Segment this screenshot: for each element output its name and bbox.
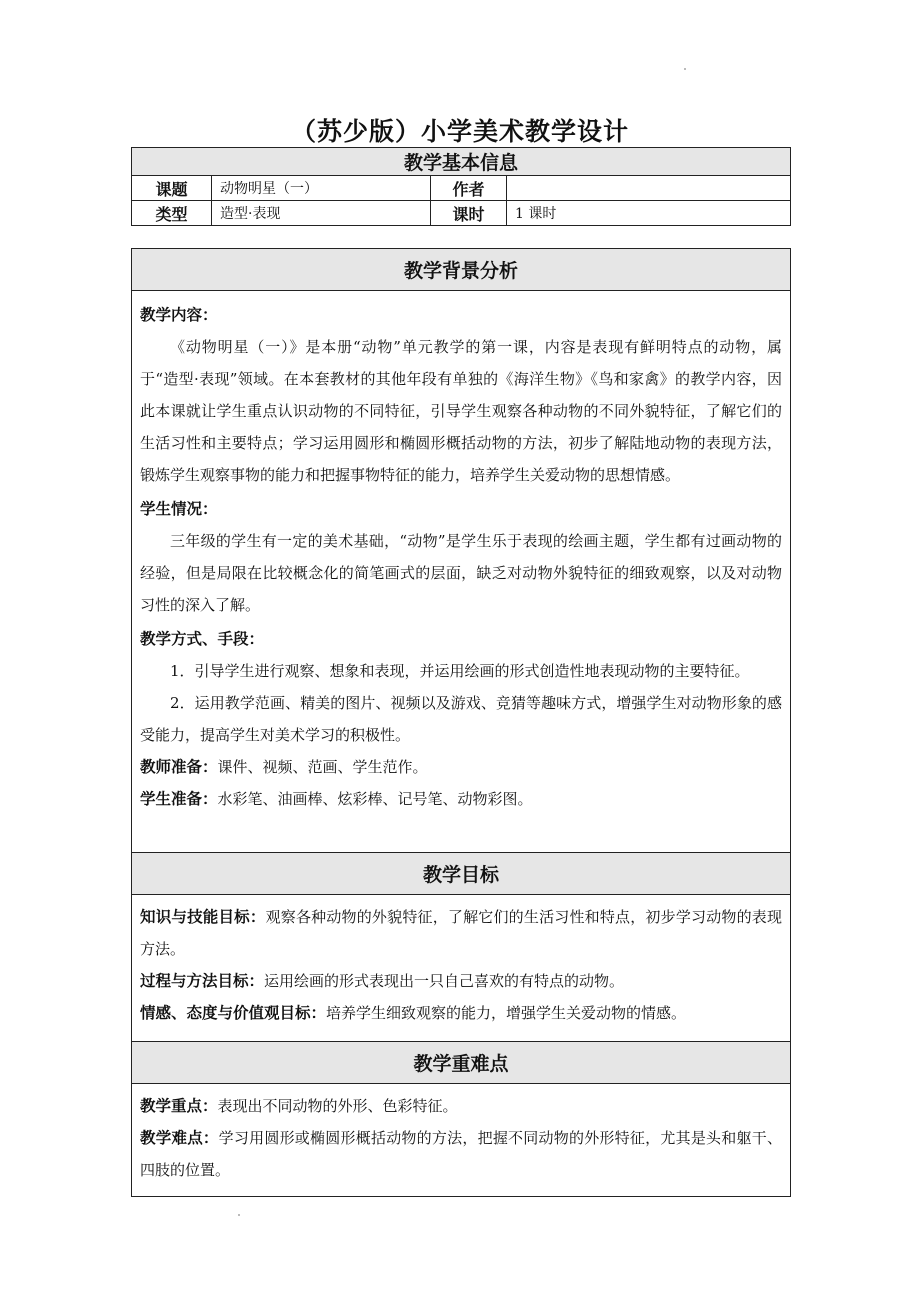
methods-label: 教学方式、手段： (140, 630, 265, 648)
key-point-text: 表现出不同动物的外形、色彩特征。 (217, 1097, 458, 1115)
basic-info-table (131, 147, 791, 226)
method-item: 1．引导学生进行观察、想象和表现，并运用绘画的形式创造性地表现动物的主要特征。 (170, 662, 750, 680)
goal-item (140, 997, 782, 1029)
background-section (132, 291, 791, 853)
student-prep (140, 783, 782, 815)
goals-section (132, 895, 791, 1042)
goal-item (140, 901, 782, 965)
table-row (132, 201, 791, 226)
student-prep-label: 学生准备： (140, 790, 218, 808)
background-header: 教学背景分析 (132, 249, 791, 291)
goal-text: 培养学生细致观察的能力，增强学生关爱动物的情感。 (326, 1004, 687, 1022)
author-label: 作者 (431, 176, 507, 201)
goal-label: 知识与技能目标： (140, 908, 266, 926)
goal-text: 观察各种动物的外貌特征，了解它们的生活习性和特点，初步学习动物的表现方法。 (140, 908, 782, 958)
key-point-label: 教学重点： (140, 1097, 218, 1115)
key-points-section (132, 1084, 791, 1197)
content-label: 教学内容： (140, 306, 218, 324)
goal-label: 过程与方法目标： (140, 972, 265, 990)
teacher-prep-text: 课件、视频、范画、学生范作。 (217, 758, 428, 776)
topic-label: 课题 (132, 176, 212, 201)
content-text: 《动物明星（一）》是本册“动物”单元教学的第一课，内容是表现有鲜明特点的动物，属于“造型·表现”领域。在本套教材的其他年段有单独的《海洋生物》《鸟和家禽》的教学内容，因此本课就让学生重点认识动物的不同特征，引导学生观察各种动物的不同外貌特征，了解它们的生活习性和主要特点；学习运用圆形和椭圆形概括动物的方法，初步了解陆地动物的表现方法，锻炼学生观察事物的能力和把握事物特征的能力，培养学生关爱动物的思想情感。 (140, 338, 782, 484)
method-item: 2．运用教学范画、精美的图片、视频以及游戏、竞猜等趣味方式，增强学生对动物形象的感受能力，提高学生对美术学习的积极性。 (140, 694, 782, 744)
author-value (507, 176, 791, 201)
teacher-prep-label: 教师准备： (140, 758, 218, 776)
type-label: 类型 (132, 201, 212, 226)
student-prep-text: 水彩笔、油画棒、炫彩棒、记号笔、动物彩图。 (217, 790, 533, 808)
type-value: 造型·表现 (212, 201, 431, 226)
key-point-label: 教学难点： (140, 1129, 219, 1147)
students-label: 学生情况： (140, 500, 218, 518)
basic-info-header: 教学基本信息 (132, 148, 791, 176)
goals-header: 教学目标 (132, 853, 791, 895)
goal-label: 情感、态度与价值观目标： (140, 1004, 327, 1022)
topic-value: 动物明星（一） (212, 176, 431, 201)
key-points-header: 教学重难点 (132, 1042, 791, 1084)
lessons-value: 1 课时 (507, 201, 791, 226)
lesson-design-table (131, 248, 791, 1197)
scan-dot (684, 68, 686, 70)
page-title: （苏少版）小学美术教学设计 (290, 117, 629, 146)
teacher-prep (140, 751, 782, 783)
key-point-item (140, 1122, 782, 1186)
key-point-item (140, 1090, 782, 1122)
students-text: 三年级的学生有一定的美术基础，“动物”是学生乐于表现的绘画主题，学生都有过画动物的经验，但是局限在比较概念化的简笔画式的层面，缺乏对动物外貌特征的细致观察，以及对动物习性的深入了解。 (140, 532, 782, 614)
table-row (132, 176, 791, 201)
lessons-label: 课时 (431, 201, 507, 226)
key-point-text: 学习用圆形或椭圆形概括动物的方法，把握不同动物的外形特征，尤其是头和躯干、四肢的位置。 (140, 1129, 782, 1179)
scan-dot (238, 1214, 240, 1216)
goal-text: 运用绘画的形式表现出一只自己喜欢的有特点的动物。 (264, 972, 625, 990)
goal-item (140, 965, 782, 997)
